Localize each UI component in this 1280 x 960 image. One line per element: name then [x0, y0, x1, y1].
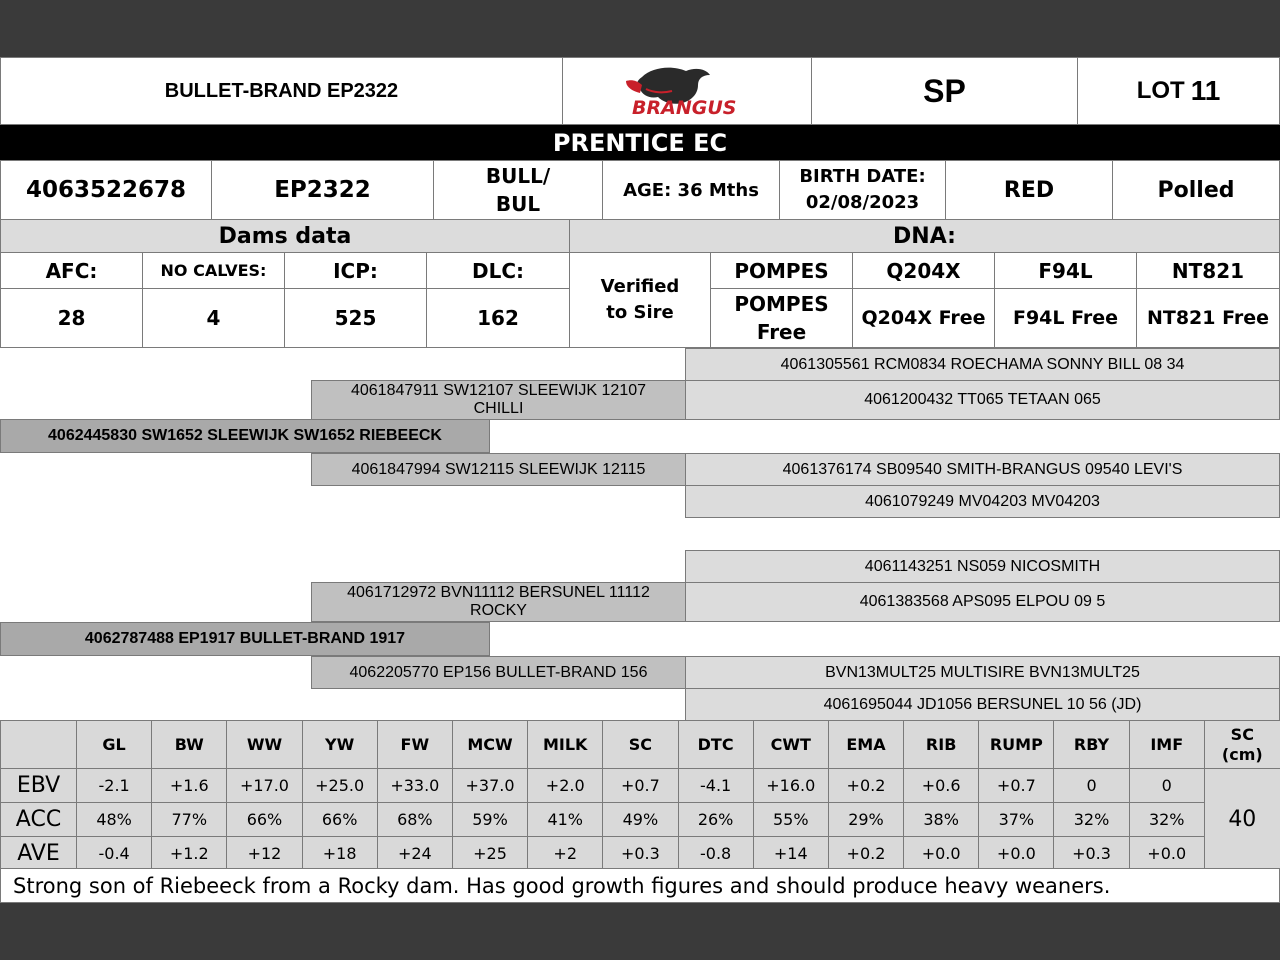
bottom-frame	[0, 903, 1280, 960]
verified-to-sire: Verified to Sire	[569, 252, 711, 348]
acc-cell: 59%	[452, 803, 527, 837]
ebv-cell: 0	[1129, 769, 1204, 803]
acc-cell: 66%	[227, 803, 302, 837]
pedigree-dam-sire: 4061712972 BVN11112 BERSUNEL 11112 ROCKY	[311, 582, 686, 622]
dna-value-pompes: POMPES Free	[710, 288, 853, 348]
ebv-col-header: SC	[603, 721, 678, 769]
ave-cell: +18	[302, 837, 377, 871]
ebv-col-header: EMA	[828, 721, 903, 769]
acc-cell: 48%	[77, 803, 152, 837]
ave-row	[1, 837, 1280, 871]
ebv-col-header: RBY	[1054, 721, 1129, 769]
birth-date: 02/08/2023	[805, 192, 920, 213]
ave-cell: +2	[528, 837, 603, 871]
pedigree-sire-dam: 4061847994 SW12115 SLEEWIJK 12115	[311, 453, 686, 486]
ave-cell: +0.3	[1054, 837, 1129, 871]
ebv-cell: +16.0	[753, 769, 828, 803]
ave-cell: +0.2	[828, 837, 903, 871]
dna-header-q204x: Q204X	[852, 252, 995, 289]
ebv-row	[1, 769, 1280, 803]
ebv-col-header: GL	[77, 721, 152, 769]
ebv-corner	[1, 721, 77, 769]
sex-line-1: BULL/	[485, 164, 551, 188]
ebv-cell: +37.0	[452, 769, 527, 803]
ebv-cell: +0.2	[828, 769, 903, 803]
pedigree-dam-dam-sire: BVN13MULT25 MULTISIRE BVN13MULT25	[685, 656, 1280, 689]
pedigree-sire: 4062445830 SW1652 SLEEWIJK SW1652 RIEBEECK	[0, 419, 490, 453]
sire-banner-text: PRENTICE EC	[552, 128, 728, 157]
ebv-cell: 0	[1054, 769, 1129, 803]
sex-cell	[433, 160, 603, 220]
acc-cell: 49%	[603, 803, 678, 837]
ebv-cell: +0.7	[603, 769, 678, 803]
ebv-cell: +25.0	[302, 769, 377, 803]
acc-cell: 66%	[302, 803, 377, 837]
no-calves-value: 4	[142, 288, 285, 348]
ebv-col-header: MILK	[528, 721, 603, 769]
ave-cell: -0.4	[77, 837, 152, 871]
row-label: ACC	[1, 803, 77, 837]
ebv-table	[0, 720, 1280, 871]
ebv-header-row	[1, 721, 1280, 769]
icp-value: 525	[284, 288, 427, 348]
pedigree-sire-sire: 4061847911 SW12107 SLEEWIJK 12107 CHILLI	[311, 380, 686, 420]
acc-cell: 41%	[528, 803, 603, 837]
sc-cm-value: 40	[1204, 769, 1280, 871]
afc-value: 28	[0, 288, 143, 348]
pedigree-dam-sire-dam: 4061383568 APS095 ELPOU 09 5	[685, 582, 1280, 622]
ebv-col-header: DTC	[678, 721, 753, 769]
acc-cell: 38%	[904, 803, 979, 837]
icp-header: ICP:	[284, 252, 427, 289]
sire-banner	[0, 125, 1280, 160]
ebv-cell: -4.1	[678, 769, 753, 803]
lot-label: LOT	[1136, 77, 1185, 104]
dna-header-f94l: F94L	[994, 252, 1137, 289]
ebv-cell: +0.6	[904, 769, 979, 803]
dams-data-title: Dams data	[0, 219, 570, 253]
acc-cell: 77%	[152, 803, 227, 837]
registration-number: 4063522678	[0, 160, 212, 220]
sc-cm-header: SC (cm)	[1204, 721, 1280, 769]
pedigree-sire-dam-sire: 4061376174 SB09540 SMITH-BRANGUS 09540 LEVI'S	[685, 453, 1280, 486]
ave-cell: +12	[227, 837, 302, 871]
ave-cell: +14	[753, 837, 828, 871]
ave-cell: +0.0	[1129, 837, 1204, 871]
acc-cell: 55%	[753, 803, 828, 837]
ebv-cell: +2.0	[528, 769, 603, 803]
acc-row	[1, 803, 1280, 837]
acc-cell: 29%	[828, 803, 903, 837]
afc-header: AFC:	[0, 252, 143, 289]
ave-cell: +0.0	[979, 837, 1054, 871]
ebv-cell: +17.0	[227, 769, 302, 803]
ave-cell: +0.3	[603, 837, 678, 871]
dna-value-nt821: NT821 Free	[1136, 288, 1280, 348]
pedigree-sire-sire-sire: 4061305561 RCM0834 ROECHAMA SONNY BILL 08 34	[685, 348, 1280, 381]
ave-cell: +1.2	[152, 837, 227, 871]
brangus-logo	[562, 57, 812, 125]
ave-cell: -0.8	[678, 837, 753, 871]
pedigree-dam: 4062787488 EP1917 BULLET-BRAND 1917	[0, 622, 490, 656]
ebv-col-header: YW	[302, 721, 377, 769]
dna-header-nt821: NT821	[1136, 252, 1280, 289]
tattoo: EP2322	[211, 160, 434, 220]
pedigree-dam-sire-sire: 4061143251 NS059 NICOSMITH	[685, 550, 1280, 583]
sale-comment: Strong son of Riebeeck from a Rocky dam. Has good growth figures and should produce heavy weaners.	[0, 868, 1280, 903]
ave-cell: +25	[452, 837, 527, 871]
top-frame	[0, 0, 1280, 57]
dna-header-pompes: POMPES	[710, 252, 853, 289]
dna-value-q204x: Q204X Free	[852, 288, 995, 348]
row-label: EBV	[1, 769, 77, 803]
no-calves-header: NO CALVES:	[142, 252, 285, 289]
grade-code: SP	[811, 57, 1078, 125]
age: AGE: 36 Mths	[602, 160, 780, 220]
acc-cell: 32%	[1054, 803, 1129, 837]
dlc-value: 162	[426, 288, 570, 348]
acc-cell: 37%	[979, 803, 1054, 837]
animal-name: BULLET-BRAND EP2322	[0, 57, 563, 125]
dlc-header: DLC:	[426, 252, 570, 289]
sex-line-2: BUL	[495, 192, 541, 216]
acc-cell: 32%	[1129, 803, 1204, 837]
pedigree-sire-sire-dam: 4061200432 TT065 TETAAN 065	[685, 380, 1280, 420]
dna-value-f94l: F94L Free	[994, 288, 1137, 348]
ebv-col-header: IMF	[1129, 721, 1204, 769]
acc-cell: 68%	[377, 803, 452, 837]
bull-head-icon	[602, 63, 772, 119]
dna-title: DNA:	[569, 219, 1280, 253]
ebv-cell: +1.6	[152, 769, 227, 803]
ebv-col-header: MCW	[452, 721, 527, 769]
ebv-col-header: CWT	[753, 721, 828, 769]
pedigree-sire-dam-dam: 4061079249 MV04203 MV04203	[685, 485, 1280, 518]
birth-date-cell	[779, 160, 946, 220]
ebv-cell: -2.1	[77, 769, 152, 803]
ebv-col-header: WW	[227, 721, 302, 769]
lot-cell	[1077, 57, 1280, 125]
ave-cell: +24	[377, 837, 452, 871]
birth-date-label: BIRTH DATE:	[799, 166, 926, 187]
ebv-col-header: RUMP	[979, 721, 1054, 769]
lot-sheet	[0, 57, 1280, 903]
ebv-cell: +33.0	[377, 769, 452, 803]
row-label: AVE	[1, 837, 77, 871]
logo-wordmark: BRANGUS	[632, 97, 737, 119]
lot-number: 11	[1190, 75, 1221, 106]
ebv-cell: +0.7	[979, 769, 1054, 803]
ebv-col-header: RIB	[904, 721, 979, 769]
horn-status: Polled	[1112, 160, 1280, 220]
pedigree-dam-dam-dam: 4061695044 JD1056 BERSUNEL 10 56 (JD)	[685, 688, 1280, 721]
ebv-col-header: BW	[152, 721, 227, 769]
ave-cell: +0.0	[904, 837, 979, 871]
ebv-col-header: FW	[377, 721, 452, 769]
pedigree-dam-dam: 4062205770 EP156 BULLET-BRAND 156	[311, 656, 686, 689]
colour: RED	[945, 160, 1113, 220]
acc-cell: 26%	[678, 803, 753, 837]
